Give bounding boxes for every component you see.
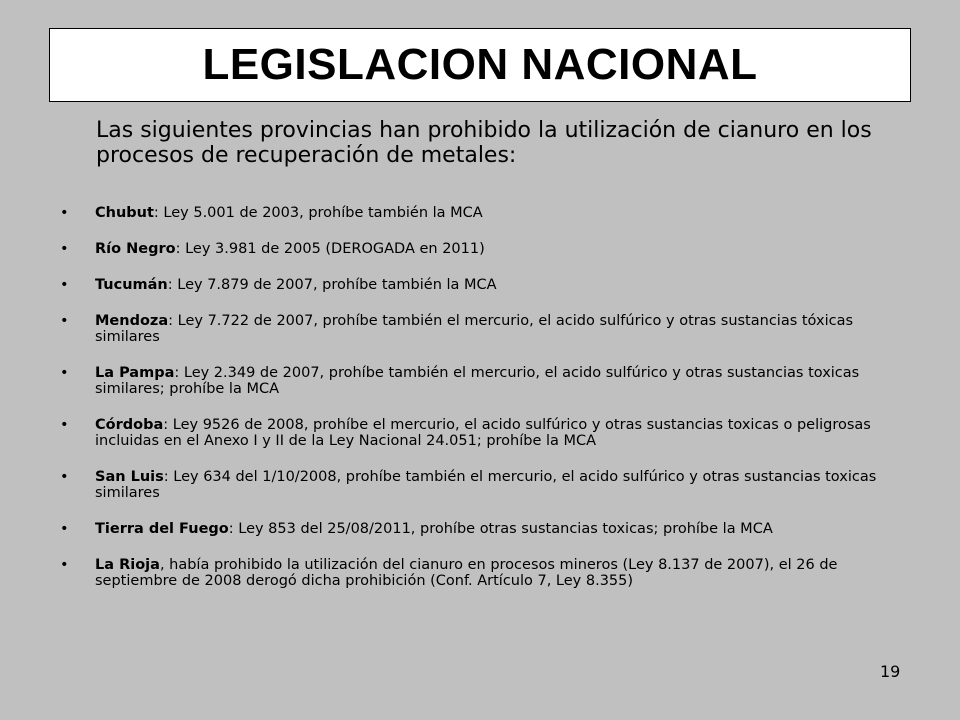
law-detail: : Ley 5.001 de 2003, prohíbe también la MCA (153, 205, 483, 221)
law-detail: : Ley 3.981 de 2005 (DEROGADA en 2011) (175, 241, 485, 257)
intro-text: Las siguientes provincias han prohibido la utilización de cianuro en los procesos de recuperación de metales: (96, 118, 872, 168)
province-name: Tierra del Fuego (95, 521, 229, 537)
list-item (60, 205, 900, 221)
law-detail: : Ley 634 del 1/10/2008, prohíbe también el mercurio, el acido sulfúrico y otras sustancias toxicas similares (95, 469, 877, 501)
province-name: Río Negro (95, 241, 176, 257)
province-name: Mendoza (95, 313, 169, 329)
list-item (60, 277, 900, 293)
province-name: La Rioja (95, 557, 160, 573)
bullet-icon: • (60, 417, 69, 433)
province-name: Chubut (95, 205, 154, 221)
law-detail: : Ley 853 del 25/08/2011, prohíbe otras sustancias toxicas; prohíbe la MCA (228, 521, 773, 537)
province-name: Tucumán (95, 277, 168, 293)
title-box (49, 28, 911, 102)
list-item (60, 417, 900, 449)
bullet-icon: • (60, 277, 69, 293)
legislation-list (60, 205, 900, 609)
law-detail: , había prohibido la utilización del cianuro en procesos mineros (Ley 8.137 de 2007), el 26 de septiembre de 2008 derogó dicha prohibición (Conf. Artículo 7, Ley 8.355) (95, 557, 838, 589)
list-item (60, 313, 900, 345)
bullet-icon: • (60, 557, 69, 573)
law-detail: : Ley 9526 de 2008, prohíbe el mercurio, el acido sulfúrico y otras sustancias toxicas o peligrosas incluidas en el Anexo I y II de la Ley Nacional 24.051; prohíbe la MCA (95, 417, 871, 449)
bullet-icon: • (60, 205, 69, 221)
law-detail: : Ley 7.879 de 2007, prohíbe también la MCA (167, 277, 497, 293)
bullet-icon: • (60, 365, 69, 381)
page-number: 19 (880, 662, 901, 681)
list-item (60, 557, 900, 589)
province-name: San Luis (95, 469, 164, 485)
bullet-icon: • (60, 241, 69, 257)
list-item (60, 241, 900, 257)
list-item (60, 469, 900, 501)
law-detail: : Ley 2.349 de 2007, prohíbe también el mercurio, el acido sulfúrico y otras sustancias toxicas similares; prohíbe la MCA (95, 365, 860, 397)
bullet-icon: • (60, 313, 69, 329)
list-item (60, 365, 900, 397)
province-name: Córdoba (95, 417, 164, 433)
bullet-icon: • (60, 521, 69, 537)
slide-title: LEGISLACION NACIONAL (202, 40, 758, 89)
province-name: La Pampa (95, 365, 175, 381)
law-detail: : Ley 7.722 de 2007, prohíbe también el mercurio, el acido sulfúrico y otras sustancias tóxicas similares (95, 313, 854, 345)
list-item (60, 521, 900, 537)
bullet-icon: • (60, 469, 69, 485)
